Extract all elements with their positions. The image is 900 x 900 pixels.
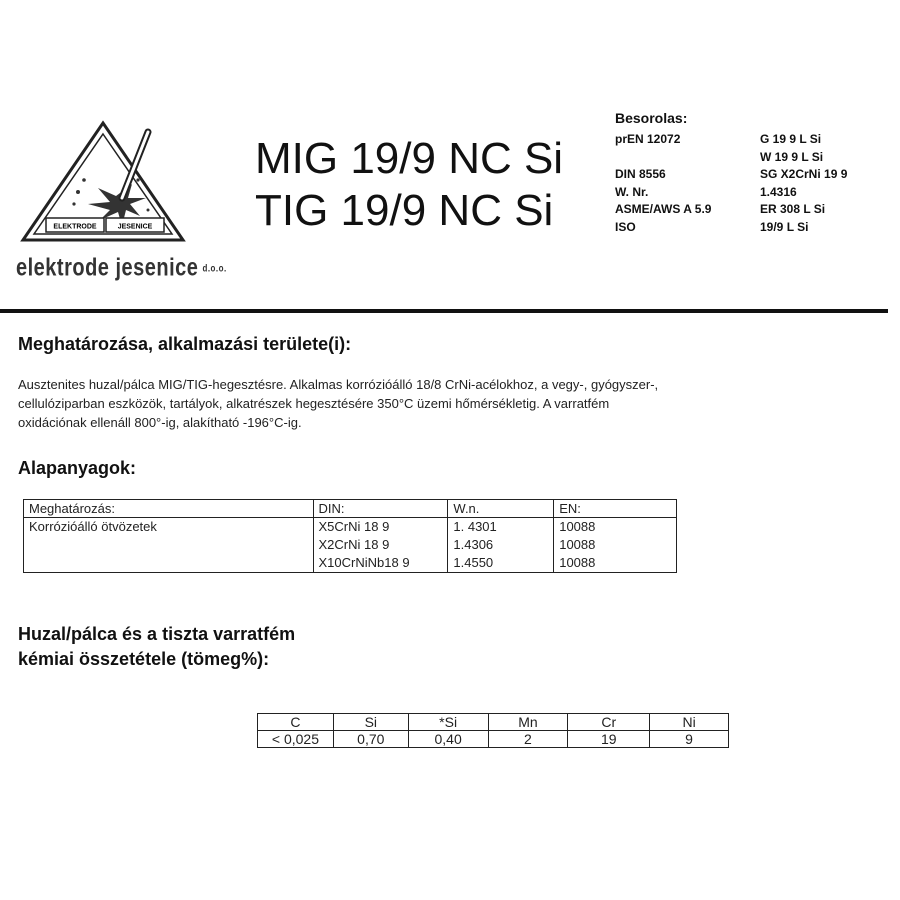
en-value: 10088 (559, 537, 596, 552)
classification-value: 1.4316 (760, 184, 797, 199)
base-materials-table (23, 499, 677, 573)
element-value: 0,70 (333, 731, 408, 748)
table-row (24, 518, 677, 573)
din-value: X5CrNi 18 9 (318, 519, 390, 534)
section-heading-application: Meghatározása, alkalmazási területe(i): (18, 334, 352, 354)
classification-key: prEN 12072 (615, 132, 681, 146)
material-group-text: Korrózióálló ötvözetek (29, 519, 157, 534)
element-header: Mn (488, 714, 568, 731)
element-value: 2 (488, 731, 568, 748)
classification-key: W. Nr. (615, 184, 649, 199)
wn-value: 1.4306 (453, 537, 494, 552)
wn-value: 1.4550 (453, 555, 494, 570)
classification-row (615, 201, 890, 219)
column-header: W.n. (448, 500, 554, 518)
classification-row (615, 131, 890, 149)
element-header: Cr (568, 714, 650, 731)
element-header: Ni (650, 714, 729, 731)
table-header-row (258, 714, 729, 731)
column-header: DIN: (313, 500, 448, 518)
column-header: EN: (554, 500, 677, 518)
description-line: cellulóziparban eszközök, tartályok, alkatrészek hegesztésére 350°C üzemi hőmérsékletig. A varratfém (18, 396, 610, 411)
heading-line: kémiai összetétele (tömeg%): (18, 649, 270, 669)
en-cell (554, 518, 677, 573)
element-header: Si (333, 714, 408, 731)
company-suffix: d.o.o. (202, 263, 227, 275)
classification-value: G 19 9 L Si (760, 132, 822, 146)
product-title-mig: MIG 19/9 NC Si (255, 134, 564, 183)
classification-key: ASME/AWS A 5.9 (615, 202, 712, 216)
product-title-tig: TIG 19/9 NC Si (255, 186, 554, 235)
element-header: C (258, 714, 334, 731)
section-heading-chemical-composition (18, 622, 295, 672)
classification-value: ER 308 L Si (760, 202, 826, 216)
classification-value: 19/9 L Si (760, 219, 809, 234)
table-row (258, 731, 729, 748)
chemical-composition-table (257, 713, 729, 748)
logo-triangle-icon (18, 118, 233, 248)
en-value: 10088 (559, 555, 596, 570)
heading-line: Huzal/pálca és a tiszta varratfém (18, 624, 296, 644)
din-value: X2CrNi 18 9 (318, 537, 390, 552)
classification-key: DIN 8556 (615, 167, 666, 181)
company-name (16, 254, 227, 283)
classification-row (615, 184, 890, 202)
table-header-row (24, 500, 677, 518)
classification-row (615, 149, 890, 167)
section-heading-base-materials: Alapanyagok: (18, 458, 137, 478)
wn-value: 1. 4301 (453, 519, 497, 534)
application-description (18, 375, 878, 432)
logo-badge-right: JESENICE (117, 223, 153, 231)
classification-value: SG X2CrNi 19 9 (760, 167, 848, 181)
logo-badge-left: ELEKTRODE (53, 223, 97, 231)
din-value: X10CrNiNb18 9 (318, 555, 410, 570)
column-header: Meghatározás: (24, 500, 314, 518)
din-cell (313, 518, 448, 573)
classification-heading: Besorolas: (615, 110, 688, 126)
company-name-text: elektrode jesenice (16, 254, 199, 282)
classification-value: W 19 9 L Si (760, 149, 824, 164)
wn-cell (448, 518, 554, 573)
element-value: 19 (568, 731, 650, 748)
classification-row (615, 219, 890, 237)
en-value: 10088 (559, 519, 596, 534)
element-value: 0,40 (408, 731, 488, 748)
element-value: 9 (650, 731, 729, 748)
element-header: *Si (408, 714, 488, 731)
classification-key (615, 149, 760, 167)
element-value: < 0,025 (258, 731, 334, 748)
header-divider (0, 309, 888, 313)
material-group (24, 518, 314, 573)
classification-key: ISO (615, 219, 636, 234)
classification-list (615, 131, 890, 236)
classification-row (615, 166, 890, 184)
description-line: Ausztenites huzal/pálca MIG/TIG-hegesztésre. Alkalmas korrózióálló 18/8 CrNi-acélokhoz, a vegy-, gyógyszer-, (18, 377, 659, 392)
description-line: oxidációnak ellenáll 800°-ig, alakítható -196°C-ig. (18, 415, 302, 430)
